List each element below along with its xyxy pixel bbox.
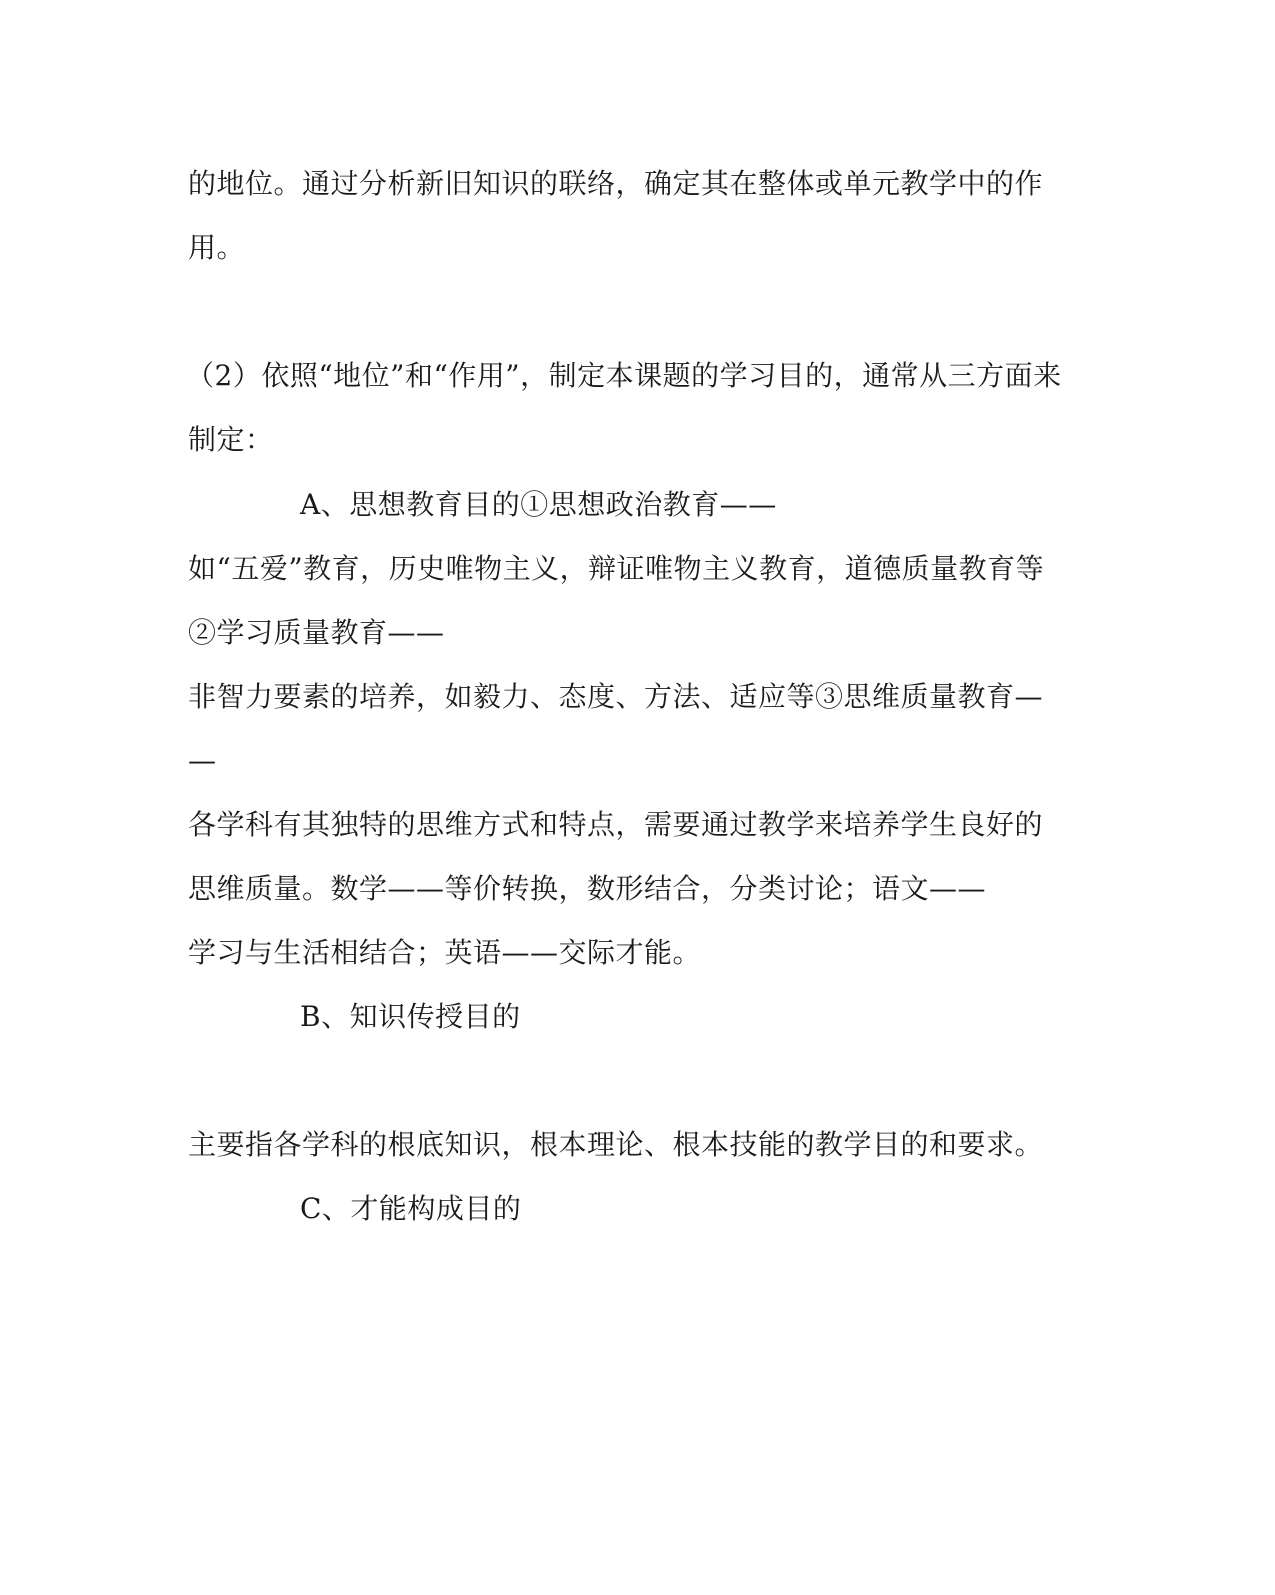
paragraph-line: 思维质量。数学——等价转换，数形结合，分类讨论；语文—— xyxy=(188,872,987,905)
section-heading-c: C、才能构成目的 xyxy=(300,1192,522,1225)
paragraph-line: 各学科有其独特的思维方式和特点，需要通过教学来培养学生良好的 xyxy=(188,808,1044,841)
paragraph-line: 的地位。通过分析新旧知识的联络，确定其在整体或单元教学中的作 xyxy=(188,167,1044,200)
section-heading-a: A、思想教育目的①思想政治教育—— xyxy=(300,488,777,521)
paragraph-line: — xyxy=(188,744,217,777)
paragraph-line: 主要指各学科的根底知识，根本理论、根本技能的教学目的和要求。 xyxy=(188,1128,1044,1161)
paragraph-line: （2）依照“地位”和“作用”，制定本课题的学习目的，通常从三方面来 xyxy=(186,359,1062,392)
paragraph-line: 非智力要素的培养，如毅力、态度、方法、适应等③思维质量教育— xyxy=(188,680,1044,713)
paragraph-line: 如“五爱”教育，历史唯物主义，辩证唯物主义教育，道德质量教育等 xyxy=(188,552,1045,585)
paragraph-line: 学习与生活相结合；英语——交际才能。 xyxy=(188,936,702,969)
paragraph-line: ②学习质量教育—— xyxy=(188,616,445,649)
paragraph-line: 制定： xyxy=(188,423,274,456)
paragraph-line: 用。 xyxy=(188,231,246,264)
section-heading-b: B、知识传授目的 xyxy=(300,1000,521,1033)
